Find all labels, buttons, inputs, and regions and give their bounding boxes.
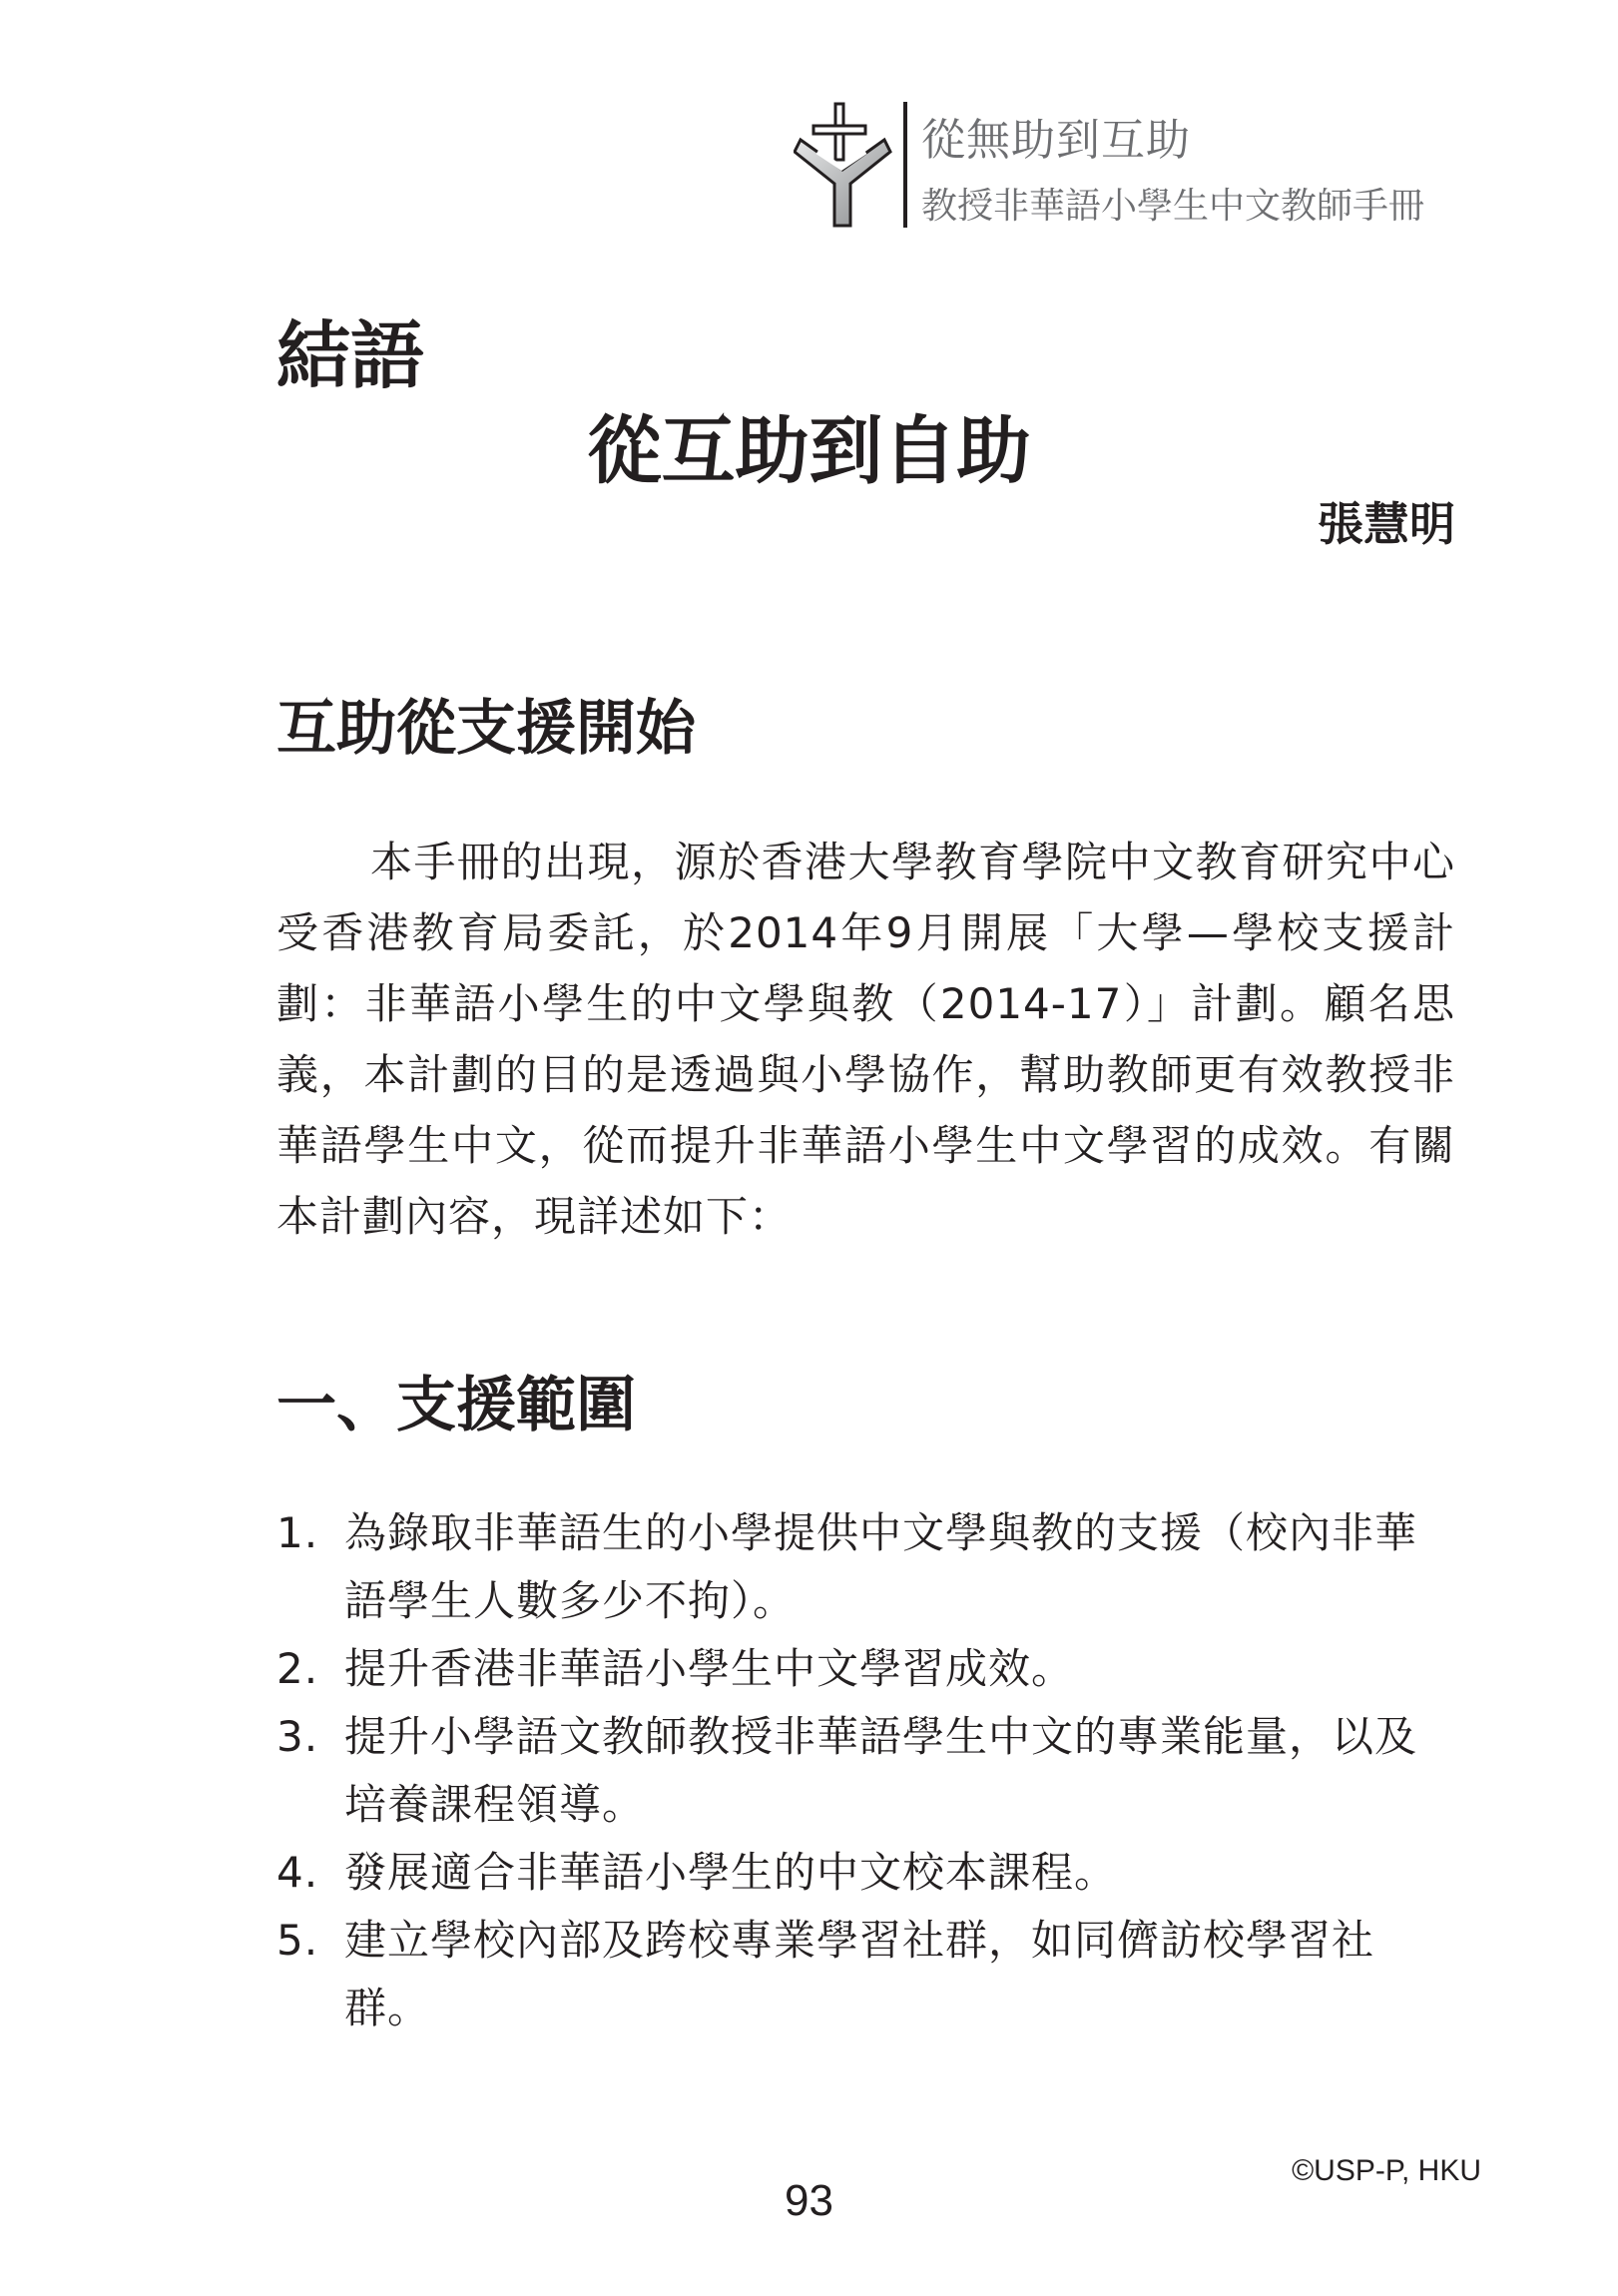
list-item <box>276 1635 1455 1703</box>
list-item-number: 3. <box>276 1712 319 1761</box>
list-item-text: 提升香港非華語小學生中文學習成效。 <box>344 1644 1075 1693</box>
chapter-title: 從互助到自助 <box>587 408 1031 494</box>
chapter-label: 結語 <box>276 313 424 399</box>
list-item-number: 5. <box>276 1916 319 1965</box>
list-item-number: 4. <box>276 1848 319 1897</box>
usp-logo-icon <box>794 100 893 230</box>
list-item <box>276 1907 1455 2042</box>
list-item <box>276 1839 1455 1907</box>
author-name: 張慧明 <box>1318 497 1455 551</box>
intro-paragraph: 本手冊的出現，源於香港大學教育學院中文教育研究中心受香港教育局委託，於2014年9月開展「大學—學校支援計劃：非華語小學生的中文學與教（2014-17）」計劃。顧名思義，本計劃的目的是透過與小學協作，幫助教師更有效教授非華語學生中文，從而提升非華語小學生中文學習的成效。有關本計劃內容，現詳述如下： <box>276 838 1455 1241</box>
list-item-text: 提升小學語文教師教授非華語學生中文的專業能量，以及培養課程領導。 <box>344 1712 1418 1829</box>
scope-list <box>276 1499 1455 2042</box>
header-subtitle: 教授非華語小學生中文教師手冊 <box>921 186 1425 227</box>
header-divider <box>903 102 907 228</box>
running-header <box>794 100 1492 230</box>
page-number: 93 <box>785 2176 833 2225</box>
list-item-number: 1. <box>276 1508 319 1557</box>
list-item-number: 2. <box>276 1644 319 1693</box>
section-heading-scope: 一、支援範圍 <box>276 1371 636 1440</box>
section-heading-support: 互助從支援開始 <box>276 694 696 764</box>
list-item-text: 建立學校內部及跨校專業學習社群，如同儕訪校學習社群。 <box>344 1916 1375 2032</box>
list-item-text: 發展適合非華語小學生的中文校本課程。 <box>344 1848 1118 1897</box>
copyright-notice: ©USP-P, HKU <box>1292 2154 1481 2187</box>
list-item <box>276 1703 1455 1839</box>
header-title: 從無助到互助 <box>921 115 1191 166</box>
list-item <box>276 1499 1455 1635</box>
list-item-text: 為錄取非華語生的小學提供中文學與教的支援（校內非華語學生人數多少不拘）。 <box>344 1508 1418 1625</box>
